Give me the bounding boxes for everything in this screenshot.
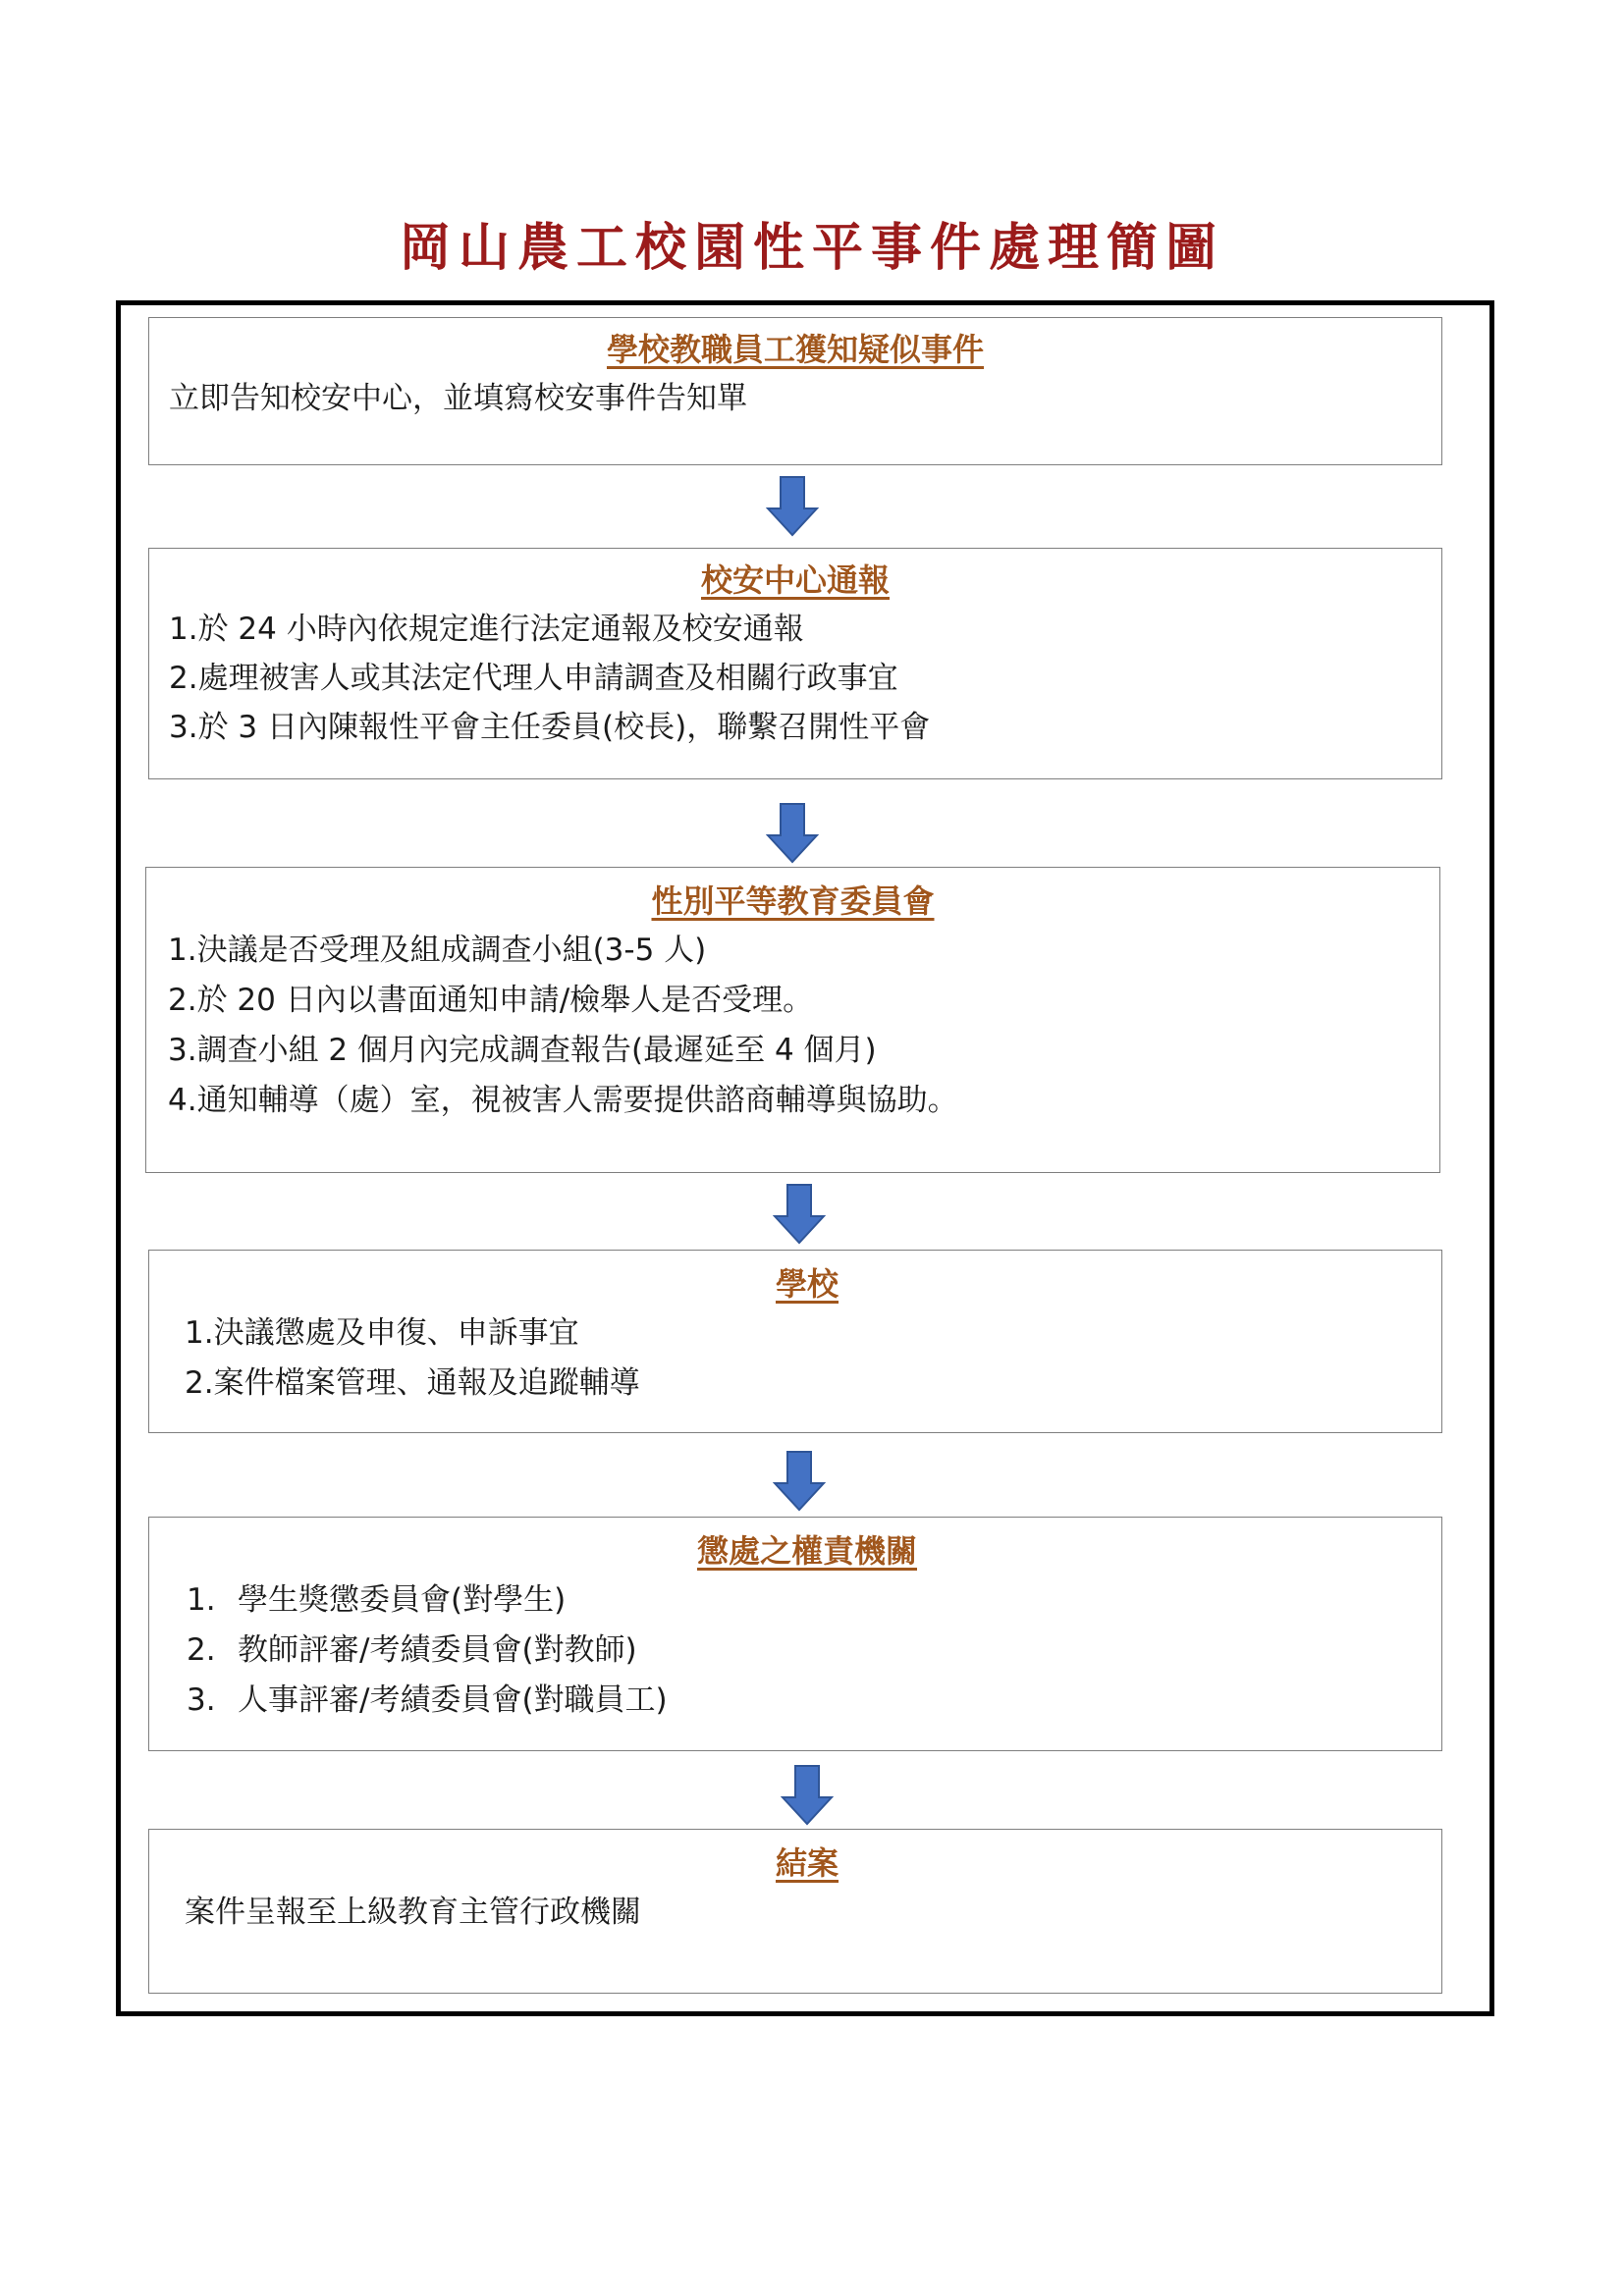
step-box-gender-equity-committee bbox=[145, 867, 1440, 1173]
step-box-case-closed bbox=[148, 1829, 1442, 1994]
step-heading: 校安中心通報 bbox=[700, 561, 890, 599]
list-item bbox=[187, 1629, 637, 1672]
down-arrow-icon bbox=[781, 1765, 834, 1826]
step-line: 3.於 3 日內陳報性平會主任委員(校長)，聯繫召開性平會 bbox=[169, 710, 931, 745]
down-arrow-icon bbox=[773, 1184, 826, 1245]
step-line: 1.於 24 小時內依規定進行法定通報及校安通報 bbox=[169, 612, 804, 647]
step-line: 立即告知校安中心，並填寫校安事件告知單 bbox=[169, 381, 747, 416]
step-heading: 學校 bbox=[775, 1265, 839, 1303]
step-line: 2.案件檔案管理、通報及追蹤輔導 bbox=[185, 1365, 640, 1401]
list-item-number: 2. bbox=[187, 1632, 216, 1668]
step-heading: 懲處之權責機關 bbox=[696, 1532, 917, 1570]
step-box-disciplinary-authority bbox=[148, 1517, 1442, 1751]
step-line: 2.於 20 日內以書面通知申請/檢舉人是否受理。 bbox=[168, 983, 814, 1018]
step-box-security-center bbox=[148, 548, 1442, 779]
step-box-staff-notice bbox=[148, 317, 1442, 465]
list-item-text: 教師評審/考績委員會(對教師) bbox=[238, 1632, 637, 1668]
step-line: 案件呈報至上級教育主管行政機關 bbox=[185, 1895, 641, 1930]
down-arrow-icon bbox=[766, 476, 819, 537]
step-heading: 學校教職員工獲知疑似事件 bbox=[606, 331, 984, 368]
list-item-text: 學生獎懲委員會(對學生) bbox=[238, 1582, 567, 1618]
list-item bbox=[187, 1679, 668, 1722]
list-item-number: 1. bbox=[187, 1582, 216, 1618]
step-line: 1.決議是否受理及組成調查小組(3-5 人) bbox=[168, 933, 707, 968]
step-heading: 性別平等教育委員會 bbox=[651, 882, 935, 920]
list-item-text: 人事評審/考績委員會(對職員工) bbox=[238, 1682, 668, 1718]
list-item bbox=[187, 1578, 566, 1622]
step-line: 2.處理被害人或其法定代理人申請調查及相關行政事宜 bbox=[169, 661, 898, 696]
page-title: 岡山農工校園性平事件處理簡圖 bbox=[399, 218, 1224, 278]
step-line: 3.調查小組 2 個月內完成調查報告(最遲延至 4 個月) bbox=[168, 1033, 877, 1068]
step-heading: 結案 bbox=[775, 1844, 839, 1882]
step-line: 4.通知輔導（處）室，視被害人需要提供諮商輔導與協助。 bbox=[168, 1083, 958, 1118]
down-arrow-icon bbox=[766, 803, 819, 864]
step-line: 1.決議懲處及申復、申訴事宜 bbox=[185, 1315, 579, 1351]
list-item-number: 3. bbox=[187, 1682, 216, 1718]
down-arrow-icon bbox=[773, 1451, 826, 1512]
step-box-school bbox=[148, 1250, 1442, 1433]
